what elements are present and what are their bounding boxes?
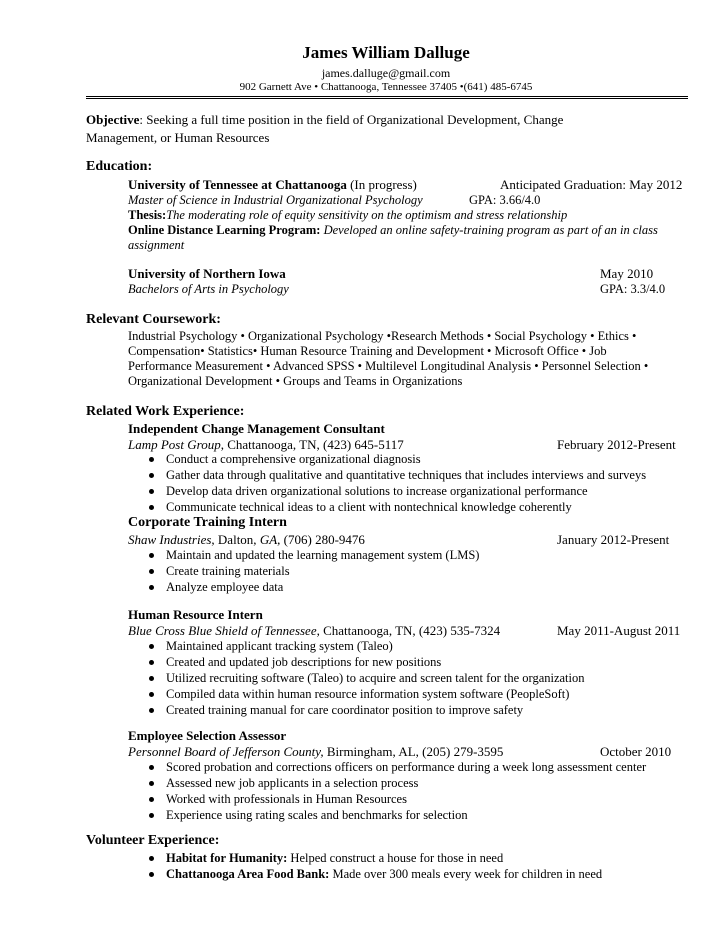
job-org-line	[128, 744, 503, 760]
job-org-line	[128, 623, 500, 639]
thesis-text: The moderating role of equity sensitivity on the optimism and stress relationship	[166, 208, 568, 222]
job-title: Independent Change Management Consultant	[128, 421, 385, 436]
job-location: , Chattanooga, TN, (423) 645-5117	[220, 437, 404, 452]
bullet-text: Created and updated job descriptions for new positions	[166, 655, 442, 669]
job-bullet	[149, 500, 572, 515]
objective-line-1	[86, 112, 563, 128]
objective-line-2: Management, or Human Resources	[86, 130, 270, 145]
thesis-label: Thesis:	[128, 208, 167, 222]
bullet-text: Assessed new job applicants in a selection process	[166, 776, 419, 790]
bullet-icon	[149, 505, 154, 510]
job-title: Human Resource Intern	[128, 607, 263, 622]
job-title: Employee Selection Assessor	[128, 728, 287, 743]
bullet-text: Conduct a comprehensive organizational diagnosis	[166, 452, 421, 466]
online-label: Online Distance Learning Program:	[128, 223, 321, 237]
bullet-text: Create training materials	[166, 564, 290, 578]
job-bullet	[149, 484, 588, 499]
utc-gpa: GPA: 3.66/4.0	[469, 193, 541, 207]
utc-online-program	[128, 223, 658, 238]
volunteer-text: Helped construct a house for those in need	[287, 851, 504, 865]
uni-gpa: GPA: 3.3/4.0	[600, 282, 666, 296]
bullet-text: Develop data driven organizational solutions to increase organizational performance	[166, 484, 588, 498]
job-bullet	[149, 703, 523, 718]
bullet-icon	[149, 457, 154, 462]
volunteer-item	[149, 867, 602, 882]
job-location: , Dalton,	[211, 532, 260, 547]
bullet-icon	[149, 872, 154, 877]
coursework-heading: Relevant Coursework:	[86, 312, 221, 327]
job-bullet	[149, 776, 418, 791]
job-bullet	[149, 468, 646, 483]
bullet-text: Compiled data within human resource information system software (PeopleSoft)	[166, 687, 570, 701]
bullet-icon	[149, 813, 154, 818]
bullet-icon	[149, 660, 154, 665]
job-date: January 2012-Present	[557, 532, 670, 547]
bullet-icon	[149, 797, 154, 802]
bullet-icon	[149, 473, 154, 478]
job-date: May 2011-August 2011	[557, 623, 681, 638]
bullet-text: Gather data through qualitative and quantitative techniques that includes interviews and surveys	[166, 468, 647, 482]
utc-thesis	[128, 208, 567, 223]
job-bullet	[149, 760, 646, 775]
bullet-text: Scored probation and corrections officers on performance during a week long assessment center	[166, 760, 647, 774]
coursework-line: Performance Measurement • Advanced SPSS • Multilevel Longitudinal Analysis • Personnel Selection •	[128, 359, 649, 373]
utc-date: Anticipated Graduation: May 2012	[500, 177, 683, 192]
bullet-icon	[149, 489, 154, 494]
job-location: Birmingham, AL, (205) 279-3595	[323, 744, 504, 759]
candidate-name: James William Dalluge	[302, 43, 470, 62]
uni-date: May 2010	[600, 266, 654, 281]
job-bullet	[149, 655, 441, 670]
bullet-icon	[149, 692, 154, 697]
bullet-text: Communicate technical ideas to a client with nontechnical knowledge coherently	[166, 500, 572, 514]
bullet-text: Maintain and updated the learning management system (LMS)	[166, 548, 480, 562]
job-org-line	[128, 532, 365, 548]
job-org: Shaw Industries	[128, 532, 212, 547]
bullet-icon	[149, 708, 154, 713]
job-location: Chattanooga, TN, (423) 535-7324	[319, 623, 501, 638]
job-title: Corporate Training Intern	[128, 515, 287, 530]
utc-status: (In progress)	[346, 177, 417, 192]
utc-school: University of Tennessee at Chattanooga	[128, 177, 347, 192]
bullet-icon	[149, 569, 154, 574]
job-bullet	[149, 687, 569, 702]
bullet-icon	[149, 856, 154, 861]
objective-label: Objective	[86, 112, 140, 127]
job-bullet	[149, 564, 290, 579]
job-phone: (706) 280-9476	[280, 532, 365, 547]
volunteer-org: Habitat for Humanity:	[166, 851, 288, 865]
bullet-text: Created training manual for care coordinator position to improve safety	[166, 703, 524, 717]
objective-text: : Seeking a full time position in the field of Organizational Development, Change	[139, 112, 564, 127]
job-org: Lamp Post Group	[128, 437, 221, 452]
job-bullet	[149, 452, 421, 467]
work-heading: Related Work Experience:	[86, 404, 245, 419]
job-bullet	[149, 639, 393, 654]
uni-degree: Bachelors of Arts in Psychology	[128, 282, 289, 296]
job-org: Personnel Board of Jefferson County,	[128, 744, 324, 759]
bullet-icon	[149, 585, 154, 590]
contact-email: james.dalluge@gmail.com	[321, 66, 451, 80]
job-org-line	[128, 437, 404, 453]
utc-online-program-cont: assignment	[128, 238, 185, 252]
utc-school-line	[128, 177, 417, 193]
job-date: October 2010	[600, 744, 672, 759]
uni-school: University of Northern Iowa	[128, 266, 286, 281]
bullet-icon	[149, 644, 154, 649]
bullet-icon	[149, 765, 154, 770]
bullet-icon	[149, 553, 154, 558]
job-bullet	[149, 808, 468, 823]
volunteer-item	[149, 851, 503, 866]
job-bullet	[149, 580, 283, 595]
utc-degree: Master of Science in Industrial Organizational Psychology	[128, 193, 423, 207]
bullet-text: Maintained applicant tracking system (Taleo)	[166, 639, 393, 653]
job-org: Blue Cross Blue Shield of Tennessee,	[128, 623, 320, 638]
bullet-icon	[149, 676, 154, 681]
bullet-text: Experience using rating scales and benchmarks for selection	[166, 808, 468, 822]
job-bullet	[149, 792, 407, 807]
volunteer-heading: Volunteer Experience:	[86, 833, 220, 848]
job-bullet	[149, 548, 479, 563]
coursework-line: Compensation• Statistics• Human Resource Training and Development • Microsoft Office • Job	[128, 344, 607, 358]
job-date: February 2012-Present	[557, 437, 676, 452]
volunteer-text: Made over 300 meals every week for children in need	[329, 867, 603, 881]
coursework-line: Industrial Psychology • Organizational Psychology •Research Methods • Social Psychology • Ethics •	[128, 329, 637, 343]
bullet-text: Worked with professionals in Human Resources	[166, 792, 407, 806]
contact-address: 902 Garnett Ave • Chattanooga, Tennessee 37405 •(641) 485-6745	[239, 81, 533, 93]
header-divider	[86, 96, 688, 99]
online-text: Developed an online safety-training program as part of an in class	[320, 223, 658, 237]
education-heading: Education:	[86, 159, 153, 174]
bullet-text: Utilized recruiting software (Taleo) to acquire and screen talent for the organization	[166, 671, 585, 685]
coursework-line: Organizational Development • Groups and Teams in Organizations	[128, 374, 463, 388]
job-bullet	[149, 671, 585, 686]
bullet-icon	[149, 781, 154, 786]
bullet-text: Analyze employee data	[166, 580, 284, 594]
volunteer-org: Chattanooga Area Food Bank:	[166, 867, 330, 881]
job-location-state: GA,	[259, 532, 281, 547]
